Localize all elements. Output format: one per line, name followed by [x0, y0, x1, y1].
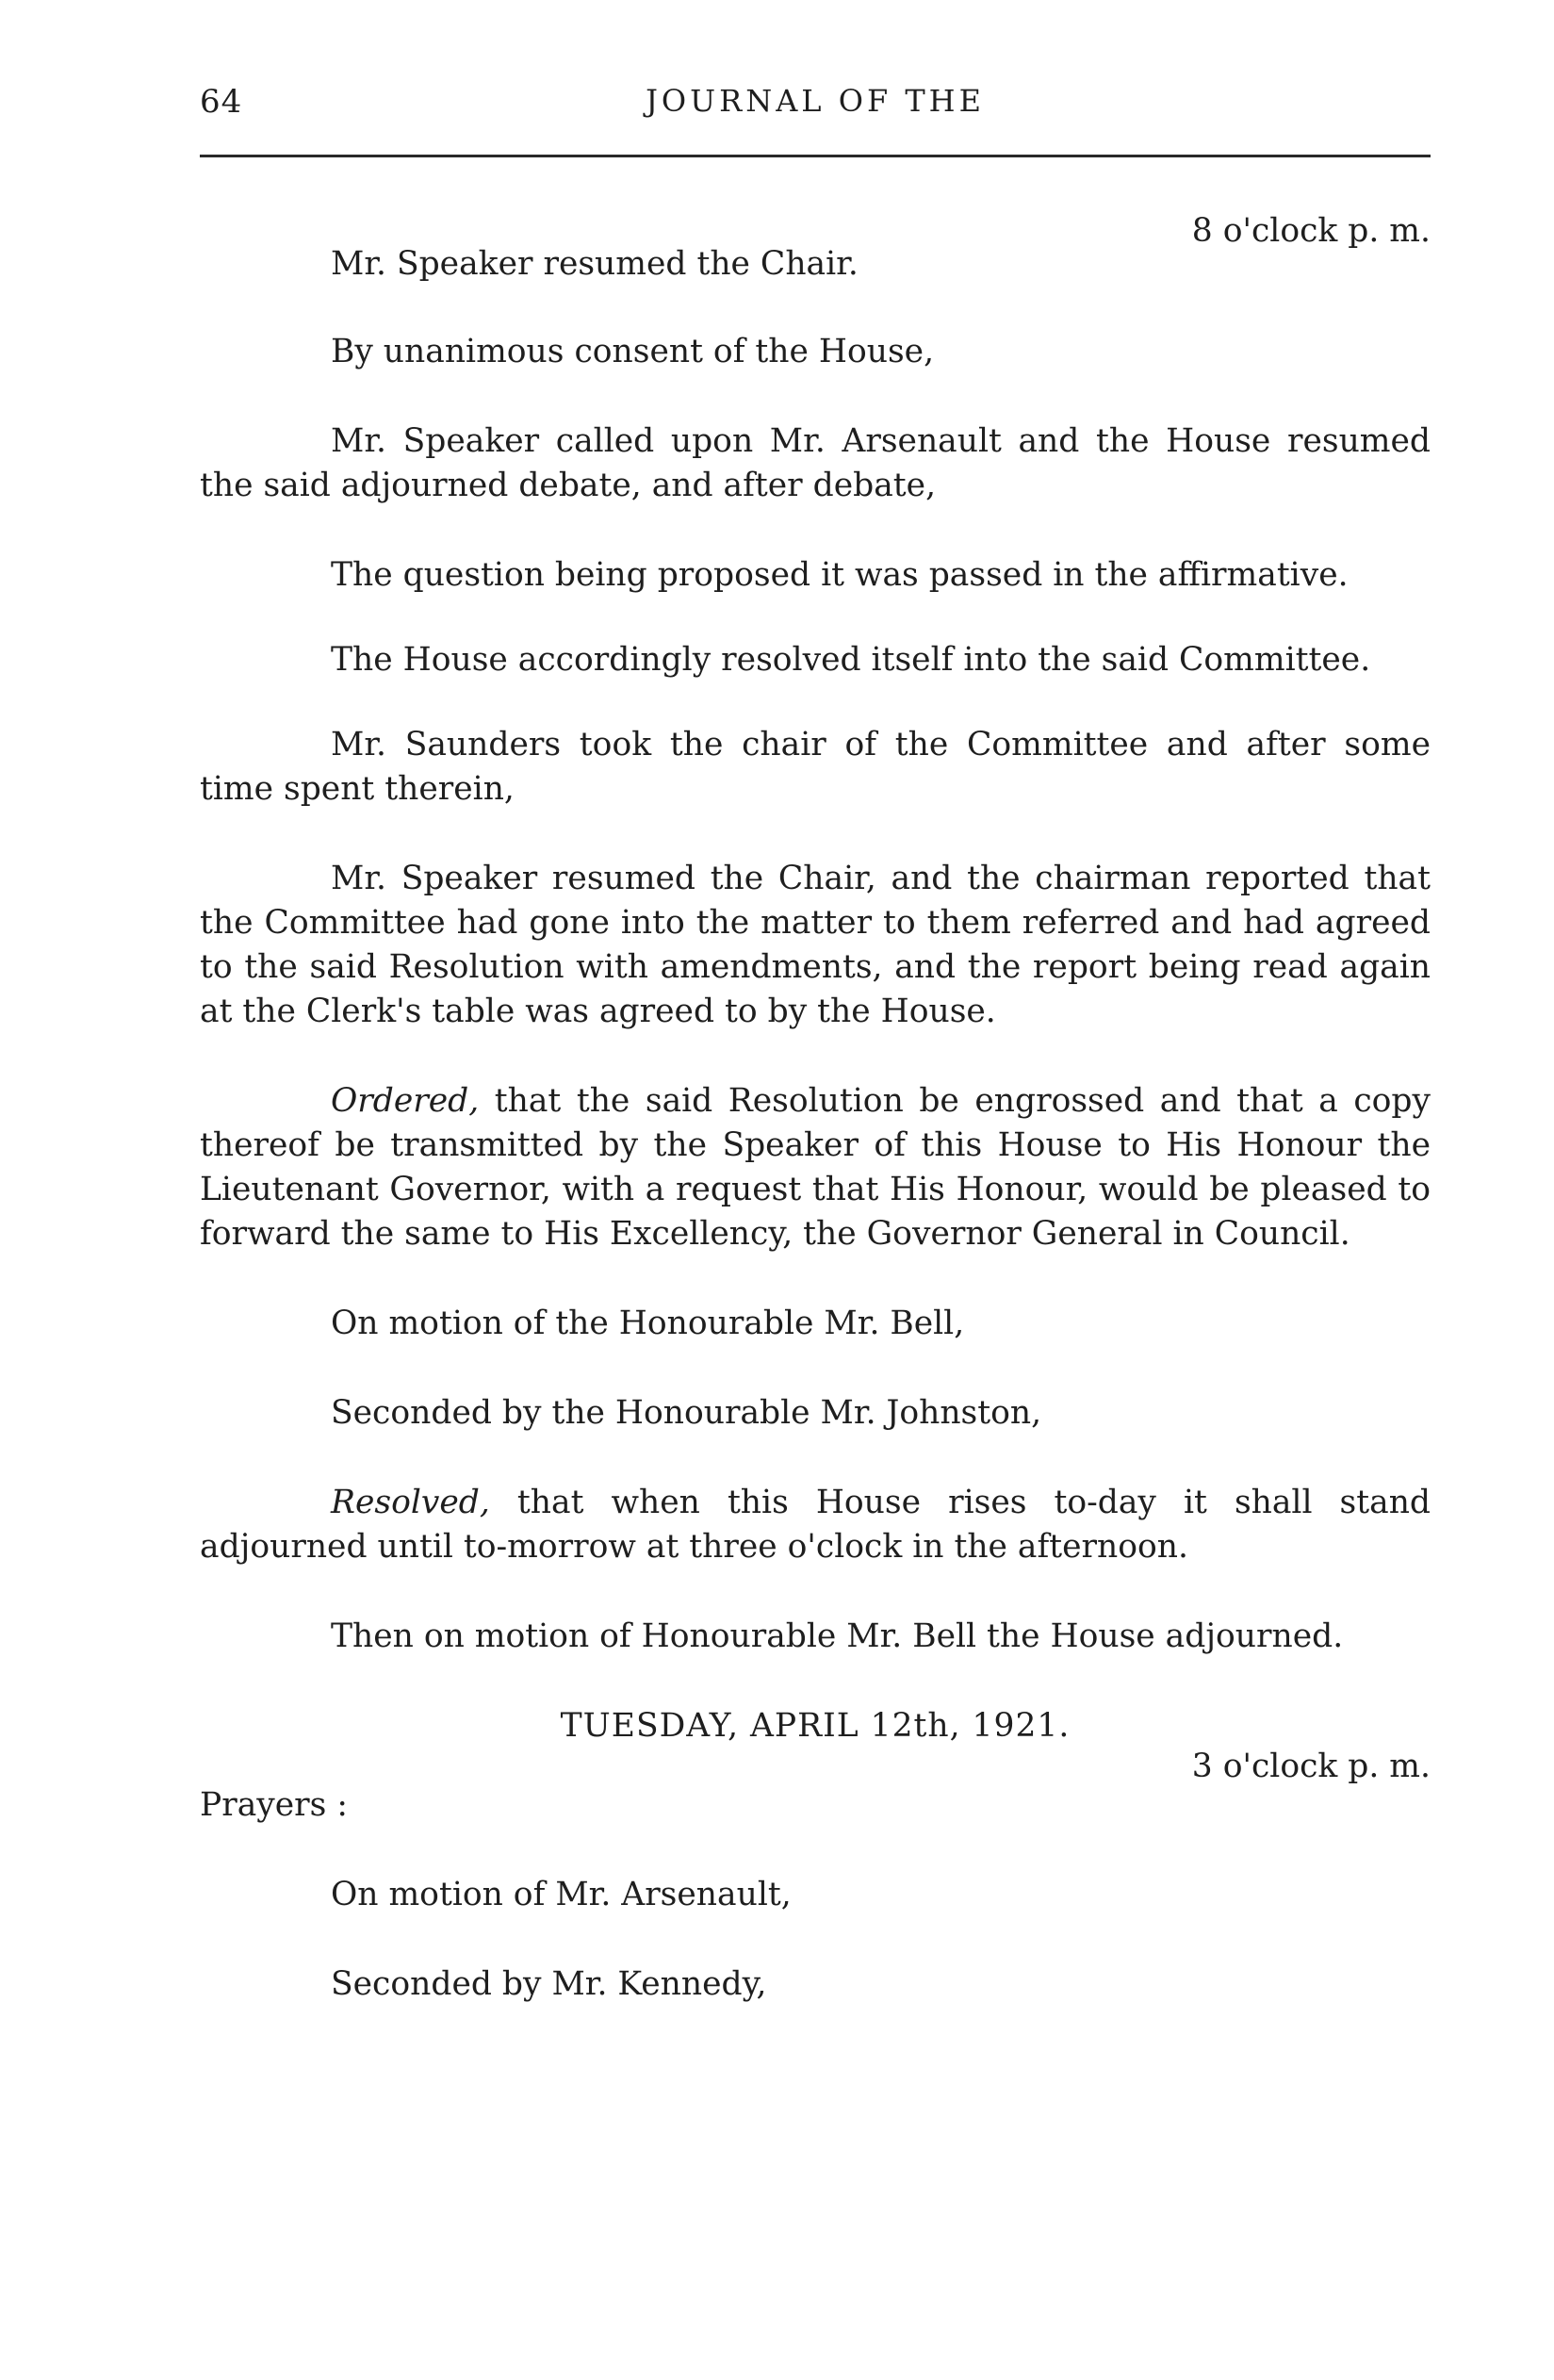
header-rule — [200, 155, 1431, 157]
page-number: 64 — [200, 83, 243, 121]
paragraph: Mr. Saunders took the chair of the Committee and after some time spent therein, — [200, 726, 1431, 808]
session-time: 3 o'clock p. m. — [1191, 1748, 1431, 1785]
paragraph: Seconded by Mr. Kennedy, — [331, 1965, 767, 2003]
page-header — [200, 83, 1431, 130]
paragraph: The question being proposed it was passed in the affirmative. — [331, 556, 1349, 594]
date-heading: TUESDAY, APRIL 12th, 1921. — [560, 1707, 1071, 1745]
prayers-line: Prayers : — [200, 1786, 348, 1824]
resolved-label: Resolved, — [331, 1484, 490, 1521]
paragraph: On motion of the Honourable Mr. Bell, — [331, 1305, 965, 1342]
session-time: 8 o'clock p. m. — [1191, 212, 1431, 250]
running-head: JOURNAL OF THE — [646, 83, 985, 119]
resolution-paragraph — [200, 1481, 1431, 1569]
paragraph-text: Mr. Speaker resumed the Chair, and the chairman reported that the Committee had gone into the matter to them referred and had agreed to the said Resolution with amendments, and the report being read again at the Clerk's table was agreed to by the House. — [200, 860, 1431, 1030]
resolution-text: that when this House rises to-day it shall stand adjourned until to-morrow at three o'clock in the afternoon. — [200, 1484, 1431, 1566]
journal-body — [200, 209, 1431, 2007]
paragraph: Mr. Speaker called upon Mr. Arsenault and the House resumed the said adjourned debate, and after debate, — [200, 422, 1431, 504]
paragraph: By unanimous consent of the House, — [331, 333, 935, 370]
paragraph — [200, 857, 1431, 1034]
order-paragraph — [200, 1079, 1431, 1256]
paragraph: Mr. Speaker resumed the Chair. — [331, 245, 859, 283]
order-text: that the said Resolution be engrossed and that a copy thereof be transmitted by the Speaker of this House to His Honour the Lieutenant Governor, with a request that His Honour, would be pleased to forward the same to His Excellency, the Governor General in Council. — [200, 1082, 1431, 1253]
paragraph: The House accordingly resolved itself into the said Committee. — [331, 641, 1371, 679]
paragraph: Seconded by the Honourable Mr. Johnston, — [331, 1394, 1042, 1432]
ordered-label: Ordered, — [331, 1082, 480, 1120]
paragraph: Then on motion of Honourable Mr. Bell the House adjourned. — [331, 1617, 1344, 1655]
paragraph: On motion of Mr. Arsenault, — [331, 1876, 792, 1913]
